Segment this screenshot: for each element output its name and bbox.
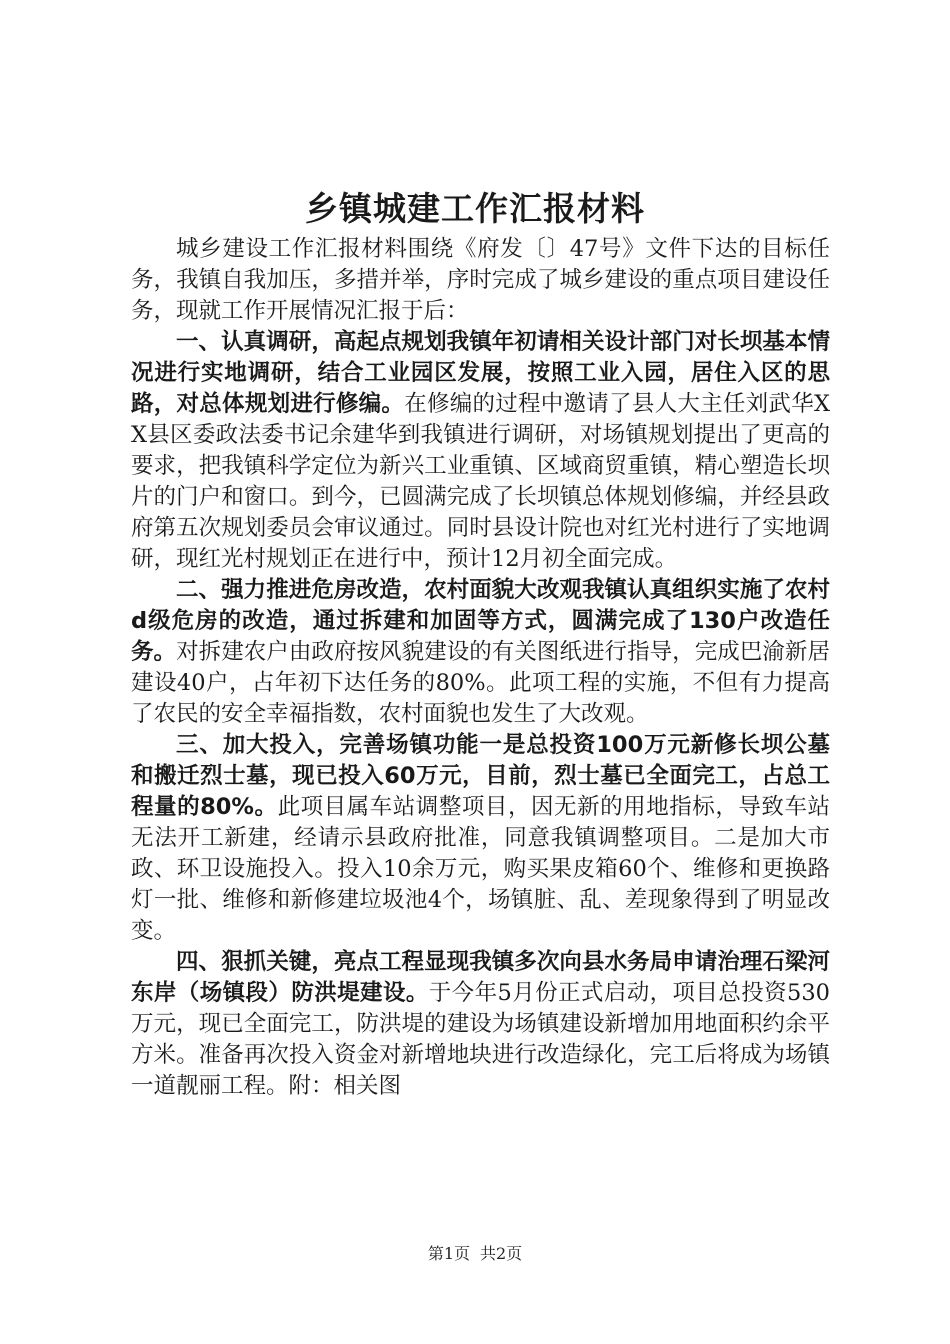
document-body [131, 234, 830, 1102]
paragraph-text: 于今年5月份正式启动，项目总投资530万元，现已全面完工，防洪堤的建设为场镇建设新增加用地面积约余平方米。准备再次投入资金对新增地块进行改造绿化，完工后将成为场镇一道靓丽工程。附：相关图 [131, 980, 830, 1099]
paragraph-lead: 三、加大投入，完善场镇功能一是总投资100万元新修长坝公墓和搬迁烈士墓，现已投入60万元，目前，烈士墓已全面完工，占总工程量的80%。 [131, 732, 830, 820]
page-number: 第1页 [427, 1244, 470, 1263]
paragraph-lead: 一、认真调研，高起点规划我镇年初请相关设计部门对长坝基本情况进行实地调研，结合工业园区发展，按照工业入园，居住入区的思路，对总体规划进行修编。 [131, 329, 830, 417]
paragraph-text: 此项目属车站调整项目，因无新的用地指标，导致车站无法开工新建，经请示县政府批准，同意我镇调整项目。二是加大市政、环卫设施投入。投入10余万元，购买果皮箱60个、维修和更换路灯一批、维修和新修建垃圾池4个，场镇脏、乱、差现象得到了明显改变。 [131, 794, 830, 944]
paragraph-text: 对拆建农户由政府按风貌建设的有关图纸进行指导，完成巴渝新居建设40户，占年初下达任务的80%。此项工程的实施，不但有力提高了农民的安全幸福指数，农村面貌也发生了大改观。 [131, 639, 830, 727]
paragraph-lead: 四、狠抓关键，亮点工程显现我镇多次向县水务局申请治理石梁河东岸（场镇段）防洪堤建设。 [131, 949, 830, 1006]
paragraph-text: 在修编的过程中邀请了县人大主任刘武华XX县区委政法委书记余建华到我镇进行调研，对场镇规划提出了更高的要求，把我镇科学定位为新兴工业重镇、区域商贸重镇，精心塑造长坝片的门户和窗口。到今，已圆满完成了长坝镇总体规划修编，并经县政府第五次规划委员会审议通过。同时县设计院也对红光村进行了实地调研，现红光村规划正在进行中，预计12月初全面完成。 [131, 391, 830, 572]
paragraph-section-4 [131, 947, 830, 1102]
paragraph-section-1 [131, 327, 830, 575]
paragraph-lead: 二、强力推进危房改造，农村面貌大改观我镇认真组织实施了农村d级危房的改造，通过拆建和加固等方式，圆满完成了130户改造任务。 [131, 577, 830, 665]
paragraph-text: 城乡建设工作汇报材料围绕《府发〔〕47号》文件下达的目标任务，我镇自我加压，多措并举，序时完成了城乡建设的重点项目建设任务，现就工作开展情况汇报于后： [131, 236, 830, 324]
document-title: 乡镇城建工作汇报材料 [305, 189, 645, 228]
paragraph-section-3 [131, 730, 830, 947]
page-footer [0, 1243, 950, 1265]
page-total: 共2页 [480, 1244, 523, 1263]
paragraph-section-2 [131, 575, 830, 730]
paragraph-intro [131, 234, 830, 327]
